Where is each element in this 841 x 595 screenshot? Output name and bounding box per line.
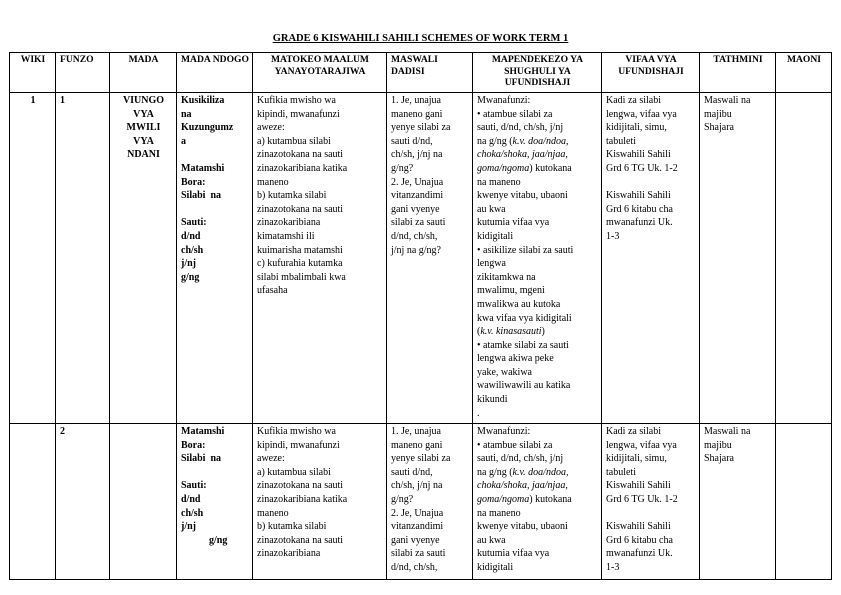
- text: Mwanafunzi:: [477, 95, 531, 106]
- cell-matokeo: [253, 424, 387, 580]
- cell-line: kidijitali, simu,: [606, 453, 667, 465]
- cell-maoni: [776, 424, 832, 580]
- cell-line: mwanafunzi Uk.: [606, 217, 673, 229]
- cell-line: Kiswahili Sahili: [606, 480, 671, 492]
- cell-line: g/ng: [181, 271, 200, 283]
- text: kwa vifaa vya kidigitali: [477, 312, 572, 324]
- cell-mada: [110, 424, 177, 580]
- cell-line: ch/sh: [181, 244, 204, 256]
- cell-line: Grd 6 kitabu cha: [606, 534, 673, 546]
- header-mapendekezo: MAPENDEKEZO YA SHUGHULI YA UFUNDISHAJI: [473, 53, 602, 93]
- cell-line: Kuzungumz: [181, 122, 234, 134]
- text: • atamke silabi za sauti: [477, 339, 569, 351]
- text: na maneno: [477, 507, 521, 519]
- cell-line: c) kufurahia kutamka: [257, 258, 343, 270]
- text: .: [477, 407, 480, 419]
- cell-mada-ndogo: [177, 93, 253, 424]
- text: (: [477, 326, 481, 338]
- cell-line: Kadi za silabi: [606, 95, 661, 106]
- cell-line: Matamshi: [181, 426, 225, 437]
- cell-line: [477, 257, 598, 271]
- cell-maswali: [387, 93, 473, 424]
- cell-line: a: [181, 135, 186, 147]
- cell-line: tabuleti: [606, 466, 636, 478]
- cell-line: zinazokaribiana: [257, 548, 321, 560]
- cell-line: [477, 534, 598, 548]
- cell-line: [477, 352, 598, 366]
- cell-line: [181, 203, 249, 217]
- cell-line: d/nd: [181, 230, 201, 242]
- cell-line: vitanzandimi: [391, 521, 444, 533]
- cell-line: [477, 479, 598, 493]
- cell-line: Grd 6 TG Uk. 1-2: [606, 162, 678, 174]
- cell-line: zinazotokana na sauti: [257, 203, 344, 215]
- cell-line: ch/sh, j/nj na: [391, 149, 443, 161]
- cell-line: [477, 284, 598, 298]
- cell-line: g/ng?: [391, 493, 414, 505]
- cell-line: [477, 366, 598, 380]
- cell-line: Sauti:: [181, 480, 207, 492]
- cell-line: aweze:: [257, 122, 285, 134]
- cell-line: sauti d/nd,: [391, 466, 433, 478]
- italic-text: k.v. doa/ndoa,: [512, 466, 569, 478]
- cell-line: Shajara: [704, 122, 734, 134]
- header-row: [10, 53, 832, 93]
- cell-line: Bora:: [181, 176, 206, 188]
- cell-line: [477, 271, 598, 285]
- cell-line: [477, 230, 598, 244]
- cell-line: [477, 325, 598, 339]
- cell-line: [477, 507, 598, 521]
- cell-line: kidijitali, simu,: [606, 122, 667, 134]
- cell-line: sauti d/nd,: [391, 135, 433, 147]
- cell-line: g/ng: [209, 534, 228, 546]
- cell-line: [606, 176, 696, 190]
- cell-wiki: [10, 424, 56, 580]
- cell-line: NDANI: [127, 149, 160, 161]
- cell-line: [477, 216, 598, 230]
- cell-line: zinazotokana na sauti: [257, 534, 344, 546]
- cell-mada: [110, 93, 177, 424]
- cell-line: Kufikia mwisho wa: [257, 95, 336, 106]
- italic-text: choka/shoka, jaa/njaa,: [477, 480, 568, 492]
- cell-line: [477, 94, 598, 108]
- cell-funzo: [56, 424, 110, 580]
- text: na g/ng (: [477, 466, 513, 478]
- cell-line: [477, 176, 598, 190]
- text: kidigitali: [477, 561, 514, 573]
- header-mada-ndogo: MADA NDOGO: [177, 53, 253, 93]
- cell-line: kipindi, mwanafunzi: [257, 108, 340, 120]
- text: au kwa: [477, 203, 506, 215]
- header-maoni: MAONI: [776, 53, 832, 93]
- cell-line: [477, 135, 598, 149]
- cell-line: ch/sh: [181, 507, 204, 519]
- cell-line: Kiswahili Sahili: [606, 521, 671, 533]
- text: kwenye vitabu, ubaoni: [477, 190, 568, 202]
- cell-line: aweze:: [257, 453, 285, 465]
- cell-line: [477, 298, 598, 312]
- text: lengwa: [477, 258, 506, 270]
- cell-vifaa: [602, 424, 700, 580]
- cell-line: gani vyenye: [391, 203, 440, 215]
- text: na g/ng (: [477, 135, 513, 147]
- cell-line: [477, 561, 598, 575]
- cell-line: yenye silabi za: [391, 453, 451, 465]
- cell-line: Kusikiliza: [181, 95, 225, 106]
- cell-line: Bora:: [181, 439, 206, 451]
- cell-line: VIUNGO: [122, 95, 165, 106]
- italic-text: goma/ngoma: [477, 162, 530, 174]
- cell-line: [477, 339, 598, 353]
- cell-line: b) kutamka silabi: [257, 190, 327, 202]
- cell-line: Kufikia mwisho wa: [257, 426, 336, 437]
- cell-line: 1. Je, unajua: [391, 95, 441, 106]
- cell-line: 1: [60, 95, 65, 106]
- cell-line: VYA: [133, 135, 154, 147]
- cell-line: Grd 6 kitabu cha: [606, 203, 673, 215]
- cell-line: 2: [60, 426, 65, 437]
- cell-line: [477, 520, 598, 534]
- cell-line: Silabi na: [181, 190, 222, 202]
- cell-line: [477, 244, 598, 258]
- cell-line: [477, 121, 598, 135]
- cell-line: zinazokaribiana katika: [257, 493, 348, 505]
- header-vifaa: VIFAA VYA UFUNDISHAJI: [602, 53, 700, 93]
- cell-line: [477, 452, 598, 466]
- text: yake, wakiwa: [477, 366, 532, 378]
- cell-line: maneno: [257, 176, 289, 188]
- cell-line: [477, 547, 598, 561]
- cell-maswali: [387, 424, 473, 580]
- text: mwalikwa au kutoka: [477, 298, 561, 310]
- table-row: [10, 93, 832, 424]
- text: • atambue silabi za: [477, 439, 553, 451]
- cell-line: Kadi za silabi: [606, 426, 661, 437]
- text: kutumia vifaa vya: [477, 217, 550, 229]
- cell-line: majibu: [704, 439, 732, 451]
- cell-line: na: [181, 108, 192, 120]
- cell-line: [477, 189, 598, 203]
- cell-line: d/nd, ch/sh,: [391, 561, 438, 573]
- header-funzo: FUNZO: [56, 53, 110, 93]
- cell-line: MWILI: [126, 122, 161, 134]
- cell-line: j/nj na g/ng?: [391, 244, 441, 256]
- cell-line: j/nj: [181, 521, 196, 533]
- cell-line: [477, 466, 598, 480]
- table-row: [10, 424, 832, 580]
- text: Mwanafunzi:: [477, 426, 531, 437]
- text: mwalimu, mgeni: [477, 285, 545, 297]
- text: • asikilize silabi za sauti: [477, 244, 574, 256]
- cell-line: 1: [30, 95, 36, 106]
- cell-line: Kiswahili Sahili: [606, 149, 671, 161]
- text: kikundi: [477, 394, 508, 406]
- cell-line: zinazotokana na sauti: [257, 480, 344, 492]
- cell-line: maneno gani: [391, 108, 443, 120]
- cell-funzo: [56, 93, 110, 424]
- cell-line: [477, 148, 598, 162]
- text: sauti, d/nd, ch/sh, j/nj: [477, 453, 564, 465]
- italic-text: k.v. kinasasauti: [480, 326, 542, 338]
- cell-line: b) kutamka silabi: [257, 521, 327, 533]
- cell-line: Shajara: [704, 453, 734, 465]
- cell-line: d/nd: [181, 493, 201, 505]
- cell-wiki: [10, 93, 56, 424]
- cell-line: maneno gani: [391, 439, 443, 451]
- header-mada: MADA: [110, 53, 177, 93]
- header-wiki: WIKI: [10, 53, 56, 93]
- cell-line: yenye silabi za: [391, 122, 451, 134]
- scheme-of-work-table: [9, 52, 832, 580]
- text: ): [541, 326, 545, 338]
- cell-line: kimatamshi ili: [257, 230, 315, 242]
- cell-line: 2. Je, Unajua: [391, 176, 444, 188]
- italic-text: goma/ngoma: [477, 493, 530, 505]
- cell-line: Grd 6 TG Uk. 1-2: [606, 493, 678, 505]
- italic-text: k.v. doa/ndoa,: [512, 135, 569, 147]
- cell-line: a) kutambua silabi: [257, 135, 331, 147]
- text: zikitamkwa na: [477, 271, 536, 283]
- header-tathmini: TATHMINI: [700, 53, 776, 93]
- cell-mapendekezo: [473, 424, 602, 580]
- cell-line: maneno: [257, 507, 289, 519]
- cell-line: silabi za sauti: [391, 548, 446, 560]
- header-maswali: MASWALI DADISI: [387, 53, 473, 93]
- cell-maoni: [776, 93, 832, 424]
- text: sauti, d/nd, ch/sh, j/nj: [477, 122, 564, 134]
- cell-line: g/ng?: [391, 162, 414, 174]
- cell-line: Maswali na: [704, 426, 751, 437]
- cell-line: [477, 162, 598, 176]
- text: kidigitali: [477, 230, 514, 242]
- cell-line: 1-3: [606, 561, 620, 573]
- text: ) kutokana: [529, 162, 572, 174]
- cell-line: gani vyenye: [391, 534, 440, 546]
- cell-line: lengwa, vifaa vya: [606, 439, 677, 451]
- text: • atambue silabi za: [477, 108, 553, 120]
- cell-line: Maswali na: [704, 95, 751, 106]
- cell-line: [181, 148, 249, 162]
- cell-tathmini: [700, 424, 776, 580]
- cell-line: Kiswahili Sahili: [606, 190, 671, 202]
- text: au kwa: [477, 534, 506, 546]
- cell-line: mwanafunzi Uk.: [606, 548, 673, 560]
- cell-line: [477, 312, 598, 326]
- cell-line: silabi za sauti: [391, 217, 446, 229]
- cell-line: ch/sh, j/nj na: [391, 480, 443, 492]
- text: kwenye vitabu, ubaoni: [477, 521, 568, 533]
- cell-line: VYA: [133, 108, 154, 120]
- cell-mapendekezo: [473, 93, 602, 424]
- cell-line: lengwa, vifaa vya: [606, 108, 677, 120]
- cell-tathmini: [700, 93, 776, 424]
- text: lengwa akiwa peke: [477, 353, 554, 365]
- cell-line: d/nd, ch/sh,: [391, 230, 438, 242]
- cell-line: majibu: [704, 108, 732, 120]
- cell-line: Silabi na: [181, 453, 222, 465]
- text: na maneno: [477, 176, 521, 188]
- text: ) kutokana: [529, 493, 572, 505]
- header-matokeo: MATOKEO MAALUM YANAYOTARAJIWA: [253, 53, 387, 93]
- cell-line: ufasaha: [257, 285, 288, 297]
- cell-line: zinazotokana na sauti: [257, 149, 344, 161]
- cell-line: [477, 439, 598, 453]
- text: wawiliwawili au katika: [477, 380, 571, 392]
- italic-text: choka/shoka, jaa/njaa,: [477, 149, 568, 161]
- cell-line: [477, 393, 598, 407]
- cell-line: zinazokaribiana katika: [257, 162, 348, 174]
- cell-line: kipindi, mwanafunzi: [257, 439, 340, 451]
- cell-line: Matamshi: [181, 162, 225, 174]
- cell-line: tabuleti: [606, 135, 636, 147]
- cell-line: vitanzandimi: [391, 190, 444, 202]
- cell-line: 1-3: [606, 230, 620, 242]
- cell-line: [477, 493, 598, 507]
- cell-line: [477, 203, 598, 217]
- cell-line: [477, 379, 598, 393]
- cell-line: [477, 108, 598, 122]
- cell-line: [477, 407, 598, 421]
- cell-line: j/nj: [181, 258, 196, 270]
- cell-line: silabi mbalimbali kwa: [257, 271, 346, 283]
- cell-line: [477, 425, 598, 439]
- cell-mada-ndogo: [177, 424, 253, 580]
- cell-line: [181, 466, 249, 480]
- cell-line: kuimarisha matamshi: [257, 244, 343, 256]
- cell-line: a) kutambua silabi: [257, 466, 331, 478]
- cell-line: [606, 507, 696, 521]
- cell-matokeo: [253, 93, 387, 424]
- text: kutumia vifaa vya: [477, 548, 550, 560]
- document-title: GRADE 6 KISWAHILI SAHILI SCHEMES OF WORK TERM 1: [272, 33, 569, 44]
- cell-line: 2. Je, Unajua: [391, 507, 444, 519]
- cell-vifaa: [602, 93, 700, 424]
- cell-line: zinazokaribiana: [257, 217, 321, 229]
- cell-line: 1. Je, unajua: [391, 426, 441, 437]
- cell-line: Sauti:: [181, 217, 207, 229]
